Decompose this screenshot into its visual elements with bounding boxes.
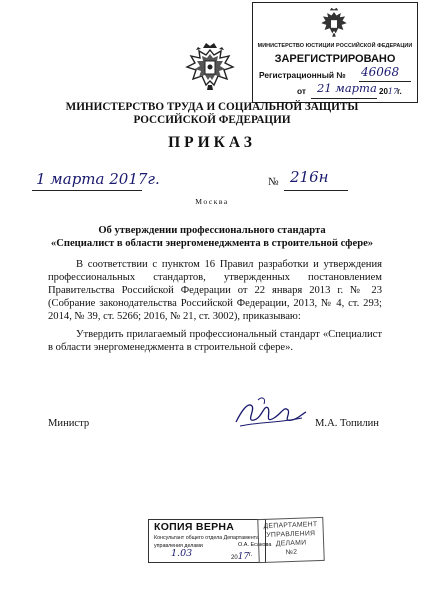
order-number-underline [284, 190, 348, 191]
order-date: 1 марта 2017г. [36, 170, 160, 188]
copy-stamp-year: 2017 [231, 552, 250, 562]
registration-date-underline [311, 98, 377, 99]
document-title: Об утверждении профессионального стандарта «Специалист в области энергоменеджмента в строительной сфере» [50, 225, 374, 249]
copy-stamp-initials: О.А. Есакова [238, 542, 272, 548]
copy-stamp-department: управления делами [154, 543, 203, 549]
registration-date: 21 марта [317, 81, 377, 95]
order-number-sign: № [268, 176, 279, 188]
copy-stamp-title: КОПИЯ ВЕРНА [154, 521, 235, 533]
order-date-underline [32, 190, 142, 191]
department-stamp: ДЕПАРТАМЕНТ УПРАВЛЕНИЯ ДЕЛАМИ №2 [257, 517, 324, 563]
registration-year: 2017 [379, 87, 399, 96]
copy-stamp-year-suffix: г. [249, 552, 253, 558]
registration-year-suffix: г. [397, 87, 402, 96]
registration-number: 46068 [361, 65, 400, 79]
registration-number-label: Регистрационный № [259, 70, 346, 80]
registration-stamp [252, 2, 418, 103]
city: Москва [195, 197, 229, 206]
copy-stamp-position: Консультант общего отдела Департамента [154, 535, 259, 541]
coat-of-arms-icon [182, 40, 238, 98]
copy-certified-stamp [148, 519, 272, 563]
registration-ministry: МИНИСТЕРСТВО ЮСТИЦИИ РОССИЙСКОЙ ФЕДЕРАЦИИ [257, 43, 413, 49]
copy-stamp-date: 1.03 [171, 548, 193, 559]
signature-name: М.А. Топилин [315, 418, 379, 429]
registration-title: ЗАРЕГИСТРИРОВАНО [274, 53, 396, 65]
body-paragraph-2: Утвердить прилагаемый профессиональный стандарт «Специалист в области энергоменеджмента в строительной сфере». [48, 329, 382, 353]
coat-of-arms-icon [317, 7, 351, 41]
registration-date-prefix: от [297, 86, 307, 96]
handwritten-signature [228, 392, 310, 434]
signature-role: Министр [48, 418, 90, 429]
order-number: 216н [290, 168, 329, 186]
order-title: ПРИКАЗ [168, 134, 256, 151]
body-paragraph-1: В соответствии с пунктом 16 Правил разработки и утверждения профессиональных стандартов, утвержденных постановлением Правительства Российской Федерации от 22 января 2013 г. № 23 (Собрание законодательства Российской Федерации, 2013, № 4, ст. 293; 2014, № 39, ст. 5266; 2016, № 21, ст. 3002), приказываю: [48, 259, 382, 322]
ministry-name: МИНИСТЕРСТВО ТРУДА И СОЦИАЛЬНОЙ ЗАЩИТЫ РОССИЙСКОЙ ФЕДЕРАЦИИ [65, 101, 359, 126]
